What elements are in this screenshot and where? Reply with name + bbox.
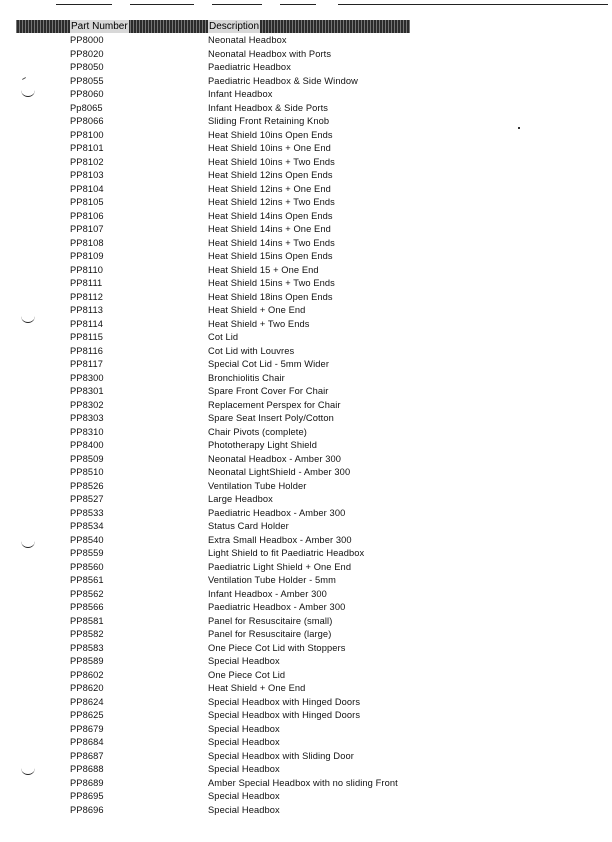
part-number-cell: PP8115 <box>70 332 103 342</box>
table-row <box>0 439 612 453</box>
table-row <box>0 264 612 278</box>
description-cell: Heat Shield 10ins + One End <box>208 143 331 153</box>
description-cell: Heat Shield 10ins Open Ends <box>208 129 333 140</box>
top-rule-1 <box>56 4 112 5</box>
top-rule-5 <box>338 4 608 5</box>
description-cell: Phototherapy Light Shield <box>208 440 317 450</box>
part-number-cell: PP8310 <box>70 426 104 437</box>
description-cell: Special Headbox with Hinged Doors <box>208 696 361 707</box>
table-row <box>0 345 612 359</box>
description-cell: Paediatric Headbox - Amber 300 <box>208 507 346 518</box>
description-cell: Panel for Resuscitaire (small) <box>208 615 333 626</box>
description-cell: One Piece Cot Lid with Stoppers <box>208 642 346 653</box>
description-cell: Neonatal LightShield - Amber 300 <box>208 467 351 477</box>
table-row <box>0 493 612 507</box>
description-cell: Infant Headbox & Side Ports <box>208 102 329 113</box>
table-row <box>0 736 612 750</box>
table-row <box>0 129 612 143</box>
table-row <box>0 156 612 170</box>
part-number-cell: PP8566 <box>70 602 104 612</box>
description-cell: Special Headbox <box>208 804 280 815</box>
description-cell: Infant Headbox - Amber 300 <box>208 588 327 599</box>
scan-speck <box>518 127 520 129</box>
table-row <box>0 372 612 386</box>
part-number-cell: PP8624 <box>70 696 104 707</box>
part-number-cell: PP8106 <box>70 210 104 221</box>
table-row <box>0 142 612 156</box>
table-row <box>0 696 612 710</box>
part-number-cell: PP8509 <box>70 453 104 464</box>
table-row <box>0 223 612 237</box>
table-row <box>0 615 612 629</box>
table-row <box>0 399 612 413</box>
description-cell: Ventilation Tube Holder - 5mm <box>208 575 336 585</box>
description-cell: Heat Shield 10ins + Two Ends <box>208 156 335 167</box>
part-number-cell: PP8540 <box>70 534 104 545</box>
table-row <box>0 723 612 737</box>
part-number-cell: PP8114 <box>70 318 103 329</box>
table-row <box>0 520 612 534</box>
table-row <box>0 669 612 683</box>
part-number-cell: PP8526 <box>70 480 104 491</box>
table-row <box>0 628 612 642</box>
part-number-cell: PP8559 <box>70 548 104 558</box>
part-number-cell: PP8103 <box>70 170 104 180</box>
part-number-cell: PP8581 <box>70 615 104 626</box>
part-number-cell: PP8060 <box>70 89 104 99</box>
description-cell: Heat Shield + One End <box>208 683 306 693</box>
table-row <box>0 318 612 332</box>
part-number-cell: PP8400 <box>70 440 104 450</box>
part-number-cell: PP8111 <box>70 278 103 288</box>
description-cell: Special Headbox <box>208 791 280 801</box>
table-row <box>0 196 612 210</box>
table-row <box>0 48 612 62</box>
description-cell: Heat Shield 12ins Open Ends <box>208 170 333 180</box>
part-number-cell: PP8687 <box>70 750 104 761</box>
description-cell: Special Headbox <box>208 723 280 734</box>
description-cell: Sliding Front Retaining Knob <box>208 116 330 126</box>
table-row <box>0 601 612 615</box>
description-cell: Amber Special Headbox with no sliding Front <box>208 777 398 788</box>
description-cell: Paediatric Light Shield + One End <box>208 561 352 572</box>
table-row <box>0 534 612 548</box>
part-number-cell: Pp8065 <box>70 102 103 113</box>
table-row <box>0 588 612 602</box>
table-row <box>0 547 612 561</box>
description-cell: Neonatal Headbox <box>208 35 287 45</box>
part-number-cell: PP8303 <box>70 413 104 423</box>
part-number-cell: PP8679 <box>70 723 104 734</box>
table-row <box>0 561 612 575</box>
description-cell: Heat Shield 15ins + Two Ends <box>208 278 335 288</box>
table-row <box>0 183 612 197</box>
description-cell: Special Headbox with Hinged Doors <box>208 710 361 720</box>
part-number-cell: PP8100 <box>70 129 104 140</box>
table-row <box>0 291 612 305</box>
description-cell: Heat Shield 18ins Open Ends <box>208 291 333 302</box>
part-number-cell: PP8602 <box>70 669 104 680</box>
table-header <box>16 20 410 33</box>
part-number-cell: PP8625 <box>70 710 104 720</box>
table-row <box>0 250 612 264</box>
table-row <box>0 169 612 183</box>
description-cell: Heat Shield 12ins + Two Ends <box>208 197 335 207</box>
description-cell: Paediatric Headbox - Amber 300 <box>208 602 346 612</box>
description-cell: Chair Pivots (complete) <box>208 426 307 437</box>
description-cell: Light Shield to fit Paediatric Headbox <box>208 548 365 558</box>
table-row <box>0 574 612 588</box>
part-number-cell: PP8533 <box>70 507 104 518</box>
table-row <box>0 34 612 48</box>
description-cell: Paediatric Headbox & Side Window <box>208 75 358 86</box>
table-row <box>0 777 612 791</box>
part-number-cell: PP8109 <box>70 251 104 261</box>
description-cell: Heat Shield 12ins + One End <box>208 183 331 194</box>
part-number-cell: PP8102 <box>70 156 104 167</box>
table-row <box>0 709 612 723</box>
table-row <box>0 88 612 102</box>
description-cell: Neonatal Headbox with Ports <box>208 48 332 59</box>
table-row <box>0 466 612 480</box>
part-number-cell: PP8696 <box>70 804 104 815</box>
part-number-cell: PP8110 <box>70 264 103 275</box>
table-row <box>0 277 612 291</box>
description-cell: Neonatal Headbox - Amber 300 <box>208 453 342 464</box>
table-row <box>0 763 612 777</box>
description-cell: Heat Shield 15ins Open Ends <box>208 251 333 261</box>
header-description: Description <box>209 21 260 32</box>
description-cell: Heat Shield + One End <box>208 305 306 315</box>
description-cell: Spare Front Cover For Chair <box>208 386 329 396</box>
top-rule-4 <box>280 4 316 5</box>
header-part-number: Part Number <box>71 21 128 32</box>
table-row <box>0 426 612 440</box>
part-number-cell: PP8561 <box>70 575 104 585</box>
description-cell: Heat Shield 14ins + One End <box>208 224 331 234</box>
part-number-cell: PP8104 <box>70 183 104 194</box>
table-row <box>0 655 612 669</box>
table-row <box>0 385 612 399</box>
table-row <box>0 412 612 426</box>
table-row <box>0 75 612 89</box>
part-number-cell: PP8107 <box>70 224 104 234</box>
description-cell: Bronchiolitis Chair <box>208 372 285 383</box>
part-number-cell: PP8527 <box>70 494 104 504</box>
part-number-cell: PP8055 <box>70 75 104 86</box>
part-number-cell: PP8117 <box>70 359 103 369</box>
part-number-cell: PP8684 <box>70 737 104 747</box>
table-row <box>0 682 612 696</box>
part-number-cell: PP8583 <box>70 642 104 653</box>
part-number-cell: PP8302 <box>70 399 104 410</box>
description-cell: Heat Shield 14ins Open Ends <box>208 210 333 221</box>
table-row <box>0 61 612 75</box>
description-cell: Special Headbox <box>208 737 280 747</box>
part-number-cell: PP8020 <box>70 48 104 59</box>
part-number-cell: PP8050 <box>70 62 104 72</box>
description-cell: Spare Seat Insert Poly/Cotton <box>208 413 334 423</box>
parts-list <box>0 34 612 817</box>
table-row <box>0 331 612 345</box>
description-cell: Cot Lid <box>208 332 239 342</box>
part-number-cell: PP8582 <box>70 629 104 639</box>
table-row <box>0 237 612 251</box>
table-row <box>0 507 612 521</box>
table-row <box>0 790 612 804</box>
top-rule-2 <box>130 4 194 5</box>
description-cell: Infant Headbox <box>208 89 273 99</box>
table-row <box>0 115 612 129</box>
part-number-cell: PP8108 <box>70 237 104 248</box>
table-row <box>0 750 612 764</box>
part-number-cell: PP8534 <box>70 521 104 531</box>
part-number-cell: PP8589 <box>70 656 104 666</box>
table-row <box>0 804 612 818</box>
part-number-cell: PP8113 <box>70 305 103 315</box>
part-number-cell: PP8116 <box>70 345 103 356</box>
description-cell: Ventilation Tube Holder <box>208 480 307 491</box>
table-row <box>0 642 612 656</box>
description-cell: Heat Shield + Two Ends <box>208 318 310 329</box>
description-cell: Special Headbox with Sliding Door <box>208 750 354 761</box>
part-number-cell: PP8688 <box>70 764 104 774</box>
description-cell: One Piece Cot Lid <box>208 669 286 680</box>
description-cell: Special Headbox <box>208 656 280 666</box>
description-cell: Special Headbox <box>208 764 280 774</box>
description-cell: Large Headbox <box>208 494 273 504</box>
description-cell: Extra Small Headbox - Amber 300 <box>208 534 352 545</box>
table-row <box>0 102 612 116</box>
description-cell: Replacement Perspex for Chair <box>208 399 341 410</box>
part-number-cell: PP8300 <box>70 372 104 383</box>
part-number-cell: PP8000 <box>70 35 104 45</box>
description-cell: Cot Lid with Louvres <box>208 345 295 356</box>
part-number-cell: PP8510 <box>70 467 104 477</box>
part-number-cell: PP8562 <box>70 588 104 599</box>
table-row <box>0 453 612 467</box>
part-number-cell: PP8301 <box>70 386 104 396</box>
part-number-cell: PP8689 <box>70 777 104 788</box>
table-row <box>0 304 612 318</box>
description-cell: Status Card Holder <box>208 521 289 531</box>
description-cell: Special Cot Lid - 5mm Wider <box>208 359 330 369</box>
table-row <box>0 210 612 224</box>
description-cell: Panel for Resuscitaire (large) <box>208 629 332 639</box>
part-number-cell: PP8620 <box>70 683 104 693</box>
part-number-cell: PP8695 <box>70 791 104 801</box>
part-number-cell: PP8560 <box>70 561 104 572</box>
part-number-cell: PP8101 <box>70 143 104 153</box>
description-cell: Paediatric Headbox <box>208 62 291 72</box>
table-row <box>0 358 612 372</box>
table-row <box>0 480 612 494</box>
top-rule-3 <box>212 4 262 5</box>
description-cell: Heat Shield 15 + One End <box>208 264 319 275</box>
part-number-cell: PP8105 <box>70 197 104 207</box>
part-number-cell: PP8066 <box>70 116 104 126</box>
part-number-cell: PP8112 <box>70 291 103 302</box>
description-cell: Heat Shield 14ins + Two Ends <box>208 237 335 248</box>
